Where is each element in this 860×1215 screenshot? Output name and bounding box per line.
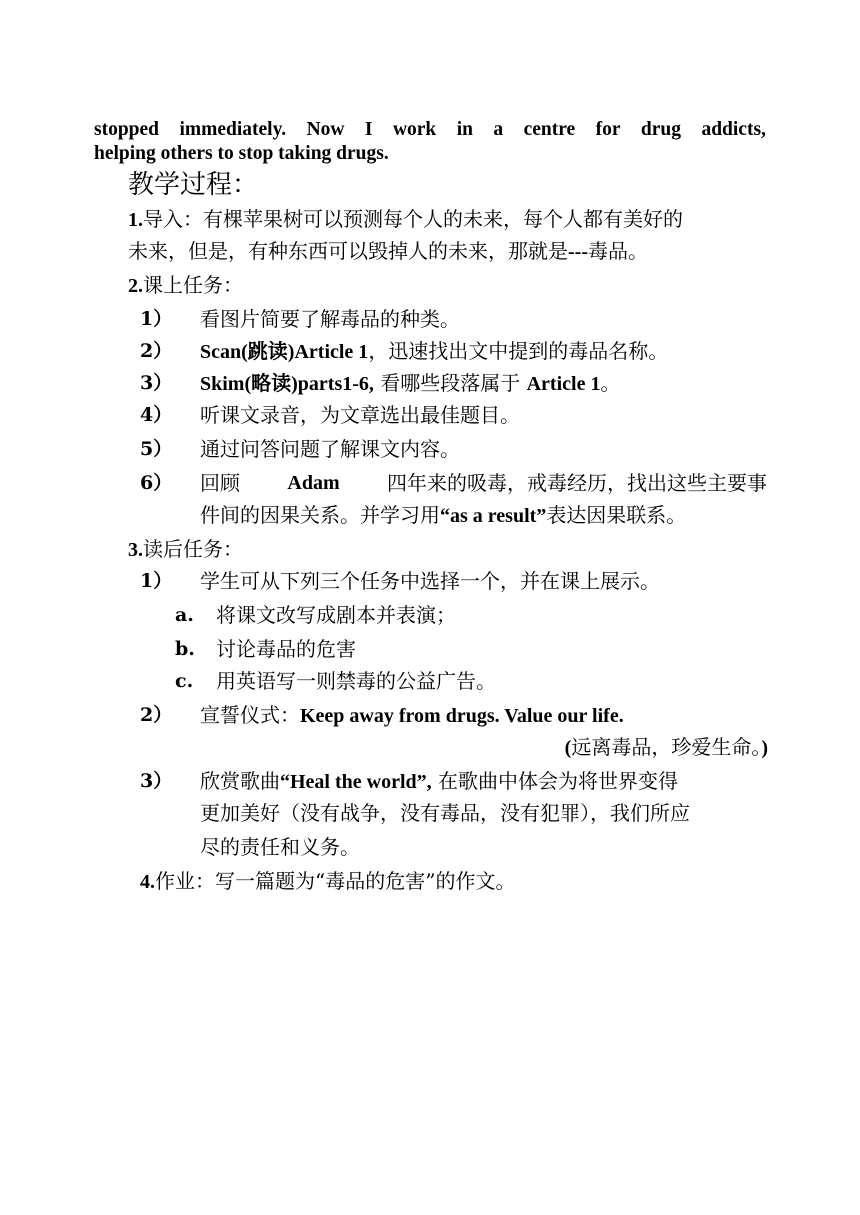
list-item-line-2: 更加美好（没有战争，没有毒品，没有犯罪），我们所应 (200, 801, 690, 825)
section2-title (128, 270, 243, 301)
section1-dashes: --- (568, 241, 588, 263)
list-item-text: 听课文录音，为文章选出最佳题目。 (200, 403, 520, 427)
sub-item-text: 讨论毒品的危害 (216, 637, 356, 661)
section1-text-2b: 毒品。 (587, 239, 648, 263)
intro-word: centre (523, 119, 576, 140)
oath-translation (565, 732, 768, 763)
item-number: 3） (140, 770, 173, 792)
item-number: 5） (140, 438, 173, 460)
list-item-part: 件间的因果关系。并学习用 (200, 503, 440, 527)
item-number: 2） (140, 704, 173, 726)
list-item-zh: 略读 (251, 371, 292, 395)
section2-title-text: 课上任务： (143, 273, 243, 297)
section1-line-2 (128, 236, 648, 267)
list-item-line-2 (200, 500, 686, 531)
intro-line-2: helping others to stop taking drugs. (94, 143, 389, 164)
intro-line-1 (94, 118, 766, 142)
list-item-rest: ，迅速找出文中提到的毒品名称。 (368, 339, 669, 363)
intro-word: drug (640, 119, 682, 140)
section3-title (128, 534, 243, 565)
list-item-text: 学生可从下列三个任务中选择一个，并在课上展示。 (200, 569, 660, 593)
list-item-en: “as a result” (440, 505, 547, 527)
list-item-text (200, 468, 767, 498)
item-number: 4） (140, 404, 173, 426)
intro-word: addicts, (701, 119, 766, 140)
list-item-rest: 看哪些段落属于 (373, 371, 527, 395)
list-item-en: Article 1 (526, 373, 601, 395)
list-item-en: Adam (287, 472, 340, 494)
intro-word: work (392, 119, 437, 140)
translation-paren: ( (564, 737, 572, 759)
section1-number: 1. (128, 209, 143, 231)
item-number: 6） (140, 472, 173, 494)
item-number: 3） (140, 372, 173, 394)
list-item-text: 通过问答问题了解课文内容。 (200, 437, 460, 461)
list-item-text (200, 336, 668, 367)
section3-number: 3. (128, 539, 143, 561)
intro-word: I (364, 119, 373, 140)
item-number: 1） (140, 570, 173, 592)
list-item-en: )parts1-6, (291, 373, 374, 395)
item-number: 1） (140, 308, 173, 330)
list-item-part: 回顾 (200, 471, 240, 495)
section3-title-text: 读后任务： (143, 537, 243, 561)
list-item-part: 表达因果联系。 (546, 503, 687, 527)
list-item-rest: 。 (600, 371, 621, 395)
list-item-line-3: 尽的责任和义务。 (200, 835, 360, 859)
section1-text-2a: 未来，但是，有种东西可以毁掉人的未来，那就是 (128, 239, 568, 263)
list-item-en: Scan( (200, 341, 248, 363)
list-item-text: 看图片简要了解毒品的种类。 (200, 307, 460, 331)
list-item-part: 四年来的吸毒，戒毒经历，找出这些主要事 (386, 471, 767, 495)
sub-item-text: 将课文改写成剧本并表演； (216, 603, 456, 627)
list-item-text (200, 766, 678, 797)
sub-item-letter: a. (175, 604, 194, 626)
intro-word: Now (306, 119, 345, 140)
section4-homework (140, 866, 515, 897)
section4-text: 作业：写一篇题为“毒品的危害”的作文。 (155, 869, 516, 893)
section1-text: 导入：有棵苹果树可以预测每个人的未来，每个人都有美好的 (143, 207, 683, 231)
list-item-en: )Article 1 (287, 341, 369, 363)
oath-label: 宣誓仪式： (200, 703, 300, 727)
intro-word: in (456, 119, 473, 140)
intro-word: a (493, 119, 504, 140)
intro-word: stopped (94, 119, 160, 140)
intro-word: for (595, 119, 621, 140)
item-number: 2） (140, 340, 173, 362)
intro-paragraph (94, 118, 766, 166)
translation-paren: ) (761, 737, 768, 759)
sub-item-letter: b. (175, 638, 195, 660)
sub-item-text: 用英语写一则禁毒的公益广告。 (216, 669, 496, 693)
list-item-line-1 (200, 468, 767, 498)
list-item-text (200, 368, 620, 399)
section2-number: 2. (128, 275, 143, 297)
page-heading: 教学过程： (128, 170, 259, 200)
list-item-zh: 跳读 (247, 339, 288, 363)
intro-word: immediately. (179, 119, 287, 140)
list-item-part: 欣赏歌曲 (200, 769, 280, 793)
list-item-text (200, 700, 624, 731)
translation-text: 远离毒品，珍爱生命。 (571, 735, 762, 759)
list-item-part: 在歌曲中体会为将世界变得 (438, 769, 679, 793)
oath-text: Keep away from drugs. Value our life. (300, 705, 624, 727)
song-title: “Heal the world”, (280, 771, 432, 793)
section4-number: 4. (140, 871, 155, 893)
list-item-en: Skim( (200, 373, 252, 395)
sub-item-letter: c. (175, 670, 194, 692)
section1-line-1 (128, 204, 683, 235)
